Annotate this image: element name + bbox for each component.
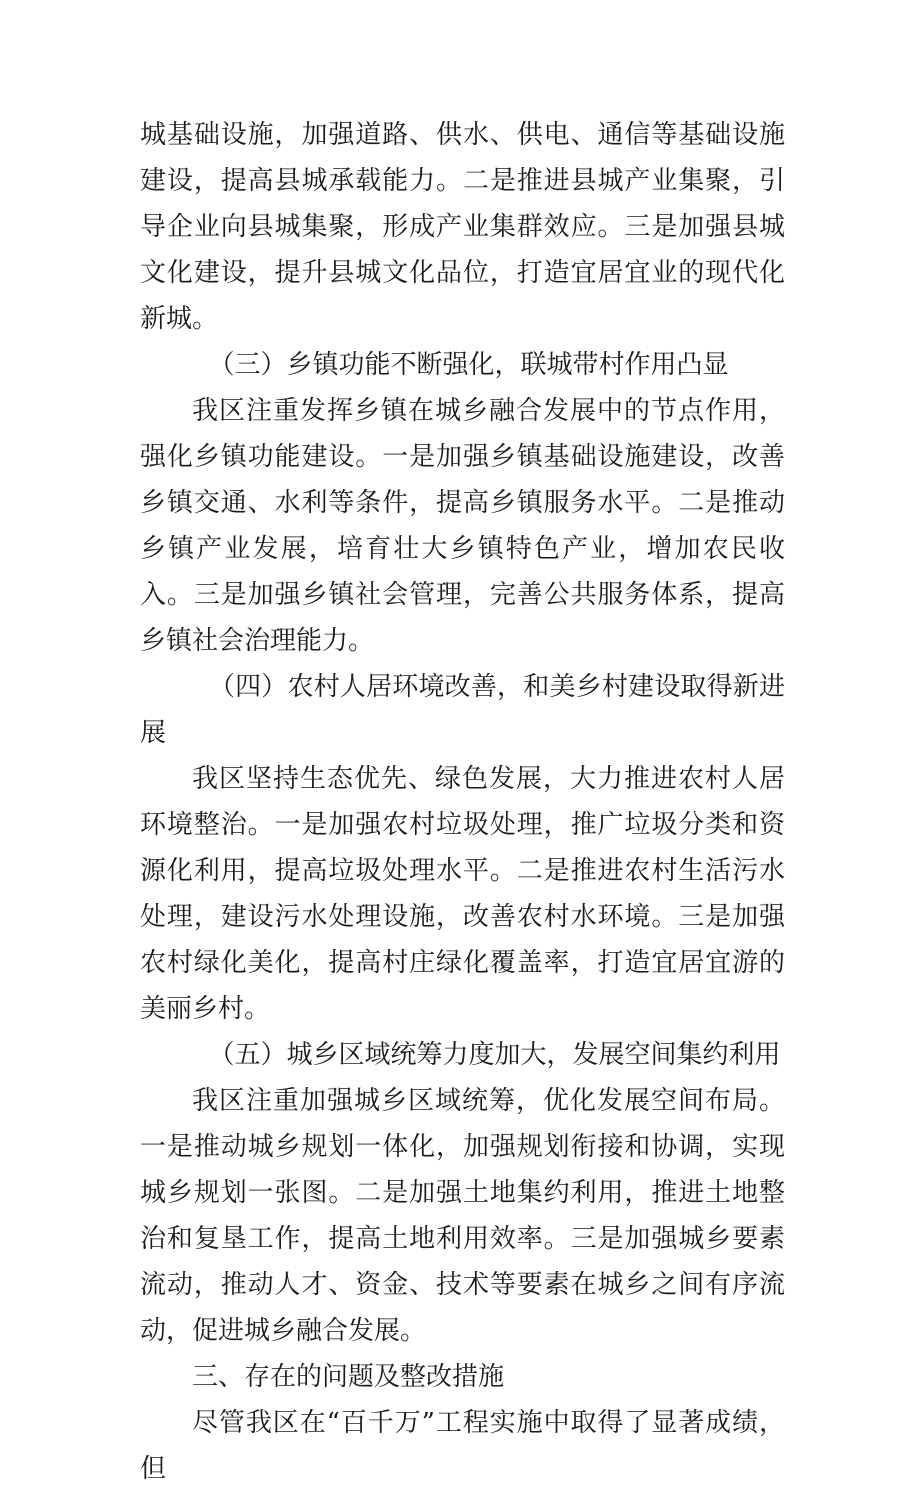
subheading-township-function: （三）乡镇功能不断强化，联城带村作用凸显 [192,350,729,380]
subheading-rural-environment: （四）农村人居环境改善，和美乡村建设取得新进展 [140,672,785,748]
paragraph-rural-environment: 我区坚持生态优先、绿色发展，大力推进农村人居环境整治。一是加强农村垃圾处理，推广垃圾分类和资源化利用，提高垃圾处理水平。二是推进农村生活污水处理，建设污水处理设施，改善农村水环境。三是加强农村绿化美化，提高村庄绿化覆盖率，打造宜居宜游的美丽乡村。 [140,764,785,1024]
subheading-regional-coordination: （五）城乡区域统筹力度加大，发展空间集约利用 [192,1040,781,1070]
document-body [140,112,785,1492]
paragraph-problems-intro: 尽管我区在“百千万”工程实施中取得了显著成绩，但 [140,1408,785,1484]
section-heading-problems: 三、存在的问题及整改措施 [192,1362,505,1392]
paragraph-county-infrastructure: 城基础设施，加强道路、供水、供电、通信等基础设施建设，提高县城承载能力。二是推进县城产业集聚，引导企业向县城集聚，形成产业集群效应。三是加强县城文化建设，提升县城文化品位，打造宜居宜业的现代化新城。 [140,120,785,334]
paragraph-township-function: 我区注重发挥乡镇在城乡融合发展中的节点作用，强化乡镇功能建设。一是加强乡镇基础设施建设，改善乡镇交通、水利等条件，提高乡镇服务水平。二是推动乡镇产业发展，培育壮大乡镇特色产业，增加农民收入。三是加强乡镇社会管理，完善公共服务体系，提高乡镇社会治理能力。 [140,396,785,656]
paragraph-regional-coordination: 我区注重加强城乡区域统筹，优化发展空间布局。一是推动城乡规划一体化，加强规划衔接和协调，实现城乡规划一张图。二是加强土地集约利用，推进土地整治和复垦工作，提高土地利用效率。三是加强城乡要素流动，推动人才、资金、技术等要素在城乡之间有序流动，促进城乡融合发展。 [140,1086,785,1346]
